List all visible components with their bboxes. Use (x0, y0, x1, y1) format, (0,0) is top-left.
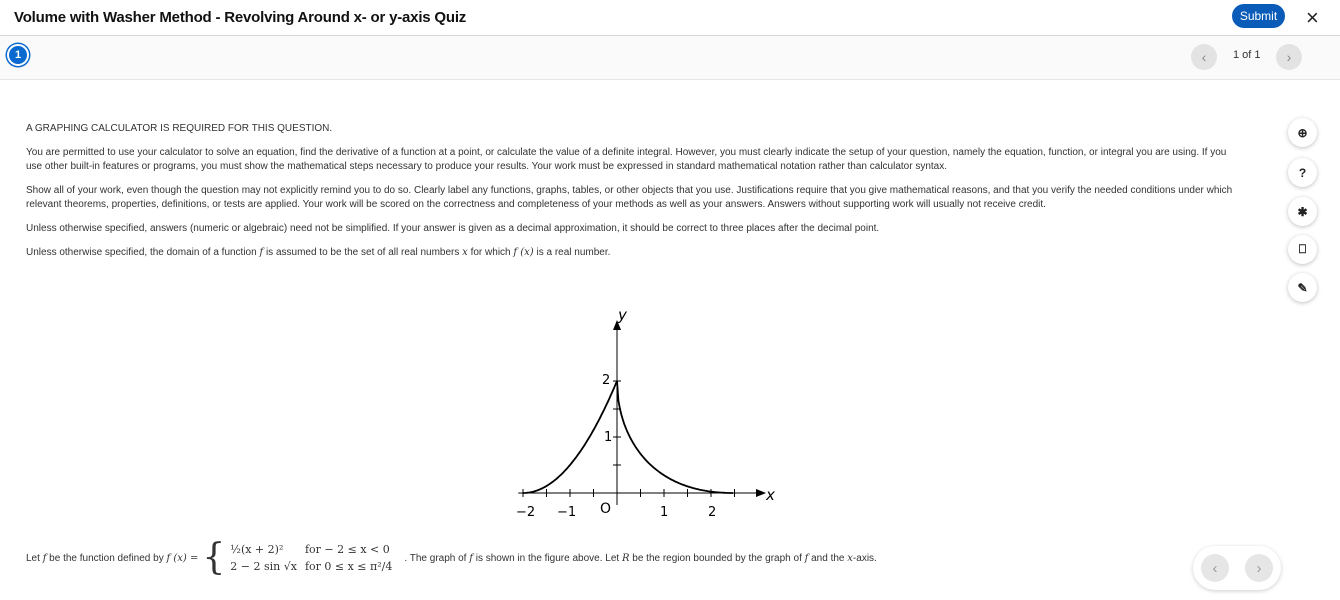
text: and the (811, 552, 845, 564)
y-axis-label: y (618, 306, 627, 324)
prev-question-button[interactable]: ‹ (1191, 44, 1217, 70)
curve-right (617, 381, 733, 493)
math-x: x (847, 552, 853, 564)
text: Unless otherwise specified, the domain of a function (26, 247, 260, 258)
text: is a real number. (533, 247, 611, 258)
question-number-badge[interactable]: 1 (7, 44, 29, 66)
top-bar (0, 0, 1340, 36)
text: be the region bounded by the graph of (632, 552, 802, 564)
close-icon[interactable]: × (1306, 5, 1319, 30)
x-axis-arrow (756, 489, 766, 497)
math-f: f (259, 247, 264, 258)
case1-condition: for − 2 ≤ x < 0 (304, 543, 390, 556)
curve-left (523, 381, 617, 493)
text: for which (467, 247, 514, 258)
piecewise-cases: { ½(x + 2)² for − 2 ≤ x < 0 2 − 2 sin √x for 0 ≤ x ≤ π²/4 (202, 540, 400, 576)
origin-label: O (600, 501, 612, 517)
settings-icon[interactable]: ✱ (1288, 197, 1317, 226)
zoom-in-icon[interactable]: ⊕ (1288, 118, 1317, 147)
x-tick-label: −1 (557, 505, 577, 520)
math-x: x (462, 247, 468, 258)
text: Let (26, 552, 40, 564)
x-tick-label: 2 (708, 505, 717, 520)
help-icon[interactable]: ? (1288, 158, 1317, 187)
domain-note (26, 246, 1241, 260)
y-tick-label: 1 (604, 430, 613, 445)
submit-button[interactable]: Submit (1232, 4, 1285, 28)
bookmark-icon[interactable]: ⎕ (1288, 235, 1317, 264)
text: is shown in the figure above. Let (475, 552, 620, 564)
text: is assumed to be the set of all real numbers (263, 247, 463, 258)
bottom-navigation (1193, 546, 1281, 590)
text: -axis. (852, 552, 877, 564)
question-bar (0, 36, 1340, 80)
function-graph (500, 300, 790, 530)
math-fx: f (x) = (166, 552, 199, 564)
case2-condition: for 0 ≤ x ≤ π²/4 (304, 560, 393, 573)
math-fx: f (x) (513, 247, 534, 258)
math-f: f (804, 552, 809, 564)
x-tick-label: 1 (660, 505, 669, 520)
pencil-icon[interactable]: ✎ (1288, 273, 1317, 302)
math-r: R (621, 552, 630, 564)
quiz-title: Volume with Washer Method - Revolving Around x- or y-axis Quiz (14, 9, 467, 26)
case1-expression: ½(x + 2)² (230, 543, 284, 556)
page-indicator: 1 of 1 (1233, 49, 1261, 61)
instruction-text: A GRAPHING CALCULATOR IS REQUIRED FOR THIS QUESTION. (26, 123, 333, 134)
x-axis-label: x (766, 486, 775, 504)
next-question-button[interactable]: › (1276, 44, 1302, 70)
instruction-text: You are permitted to use your calculator to solve an equation, find the derivative of a function at a point, or calculate the value of a definite integral. However, you must clearly indicate the setup of your question, namely the equation, function, or integral you are using. If you use other built-in features or programs, you must show the mathematical steps necessary to produce your results. Your work must be expressed in standard mathematical notation rather than calculator syntax. (26, 147, 1227, 172)
bottom-prev-button[interactable]: ‹ (1201, 554, 1229, 582)
case2-expression: 2 − 2 sin √x (230, 560, 297, 573)
instruction-text: Show all of your work, even though the question may not explicitly remind you to do so. Clearly label any functions, graphs, tables, or other objects that you use. Justifications require that you give mathematical reasons, and that you verify the needed conditions under which relevant theorems, properties, definitions, or tests are applied. Your work will be scored on the correctness and completeness of your methods as well as your answers. Answers without supporting work will usually not receive credit. (26, 185, 1233, 210)
math-f: f (469, 552, 473, 564)
x-tick-label: −2 (516, 505, 536, 520)
text: be the function defined by (49, 552, 164, 564)
math-f: f (42, 552, 47, 564)
text: . The graph of (404, 552, 467, 564)
y-tick-label: 2 (602, 373, 611, 388)
instruction-text: Unless otherwise specified, answers (numeric or algebraic) need not be simplified. If your answer is given as a decimal approximation, it should be correct to three places after the decimal point. (26, 223, 880, 234)
function-definition (26, 537, 877, 578)
bottom-next-button[interactable]: › (1245, 554, 1273, 582)
question-content (26, 122, 1241, 270)
